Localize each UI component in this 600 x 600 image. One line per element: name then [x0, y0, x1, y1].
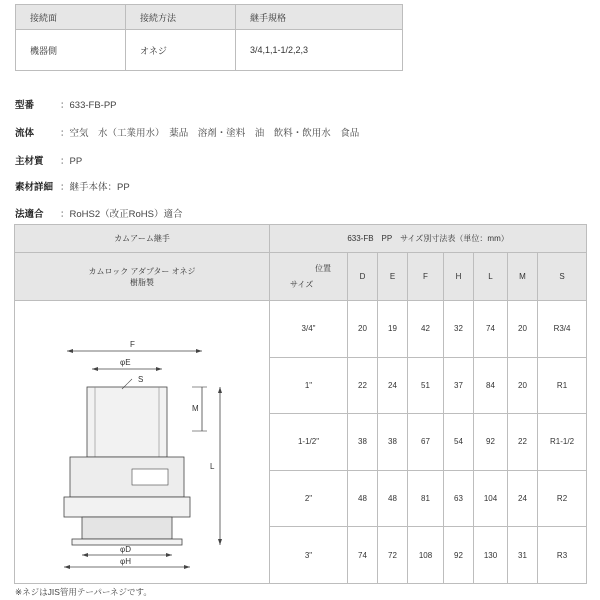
dimension-table [14, 224, 587, 584]
col-header-h: H [444, 253, 474, 301]
spec-material-detail [15, 179, 130, 193]
conn-cell-face: 機器側 [16, 30, 126, 71]
row-size: 3" [270, 527, 348, 584]
cell-f: 42 [408, 301, 444, 358]
col-header-f: F [408, 253, 444, 301]
spec-value: ：PP [60, 156, 83, 167]
cell-d: 22 [348, 357, 378, 414]
spec-value: ：RoHS2（改正RoHS）適合 [60, 209, 183, 220]
cell-s: R1 [538, 357, 587, 414]
diag-position-label: 位置 [315, 264, 331, 273]
spec-key: 法適合 [15, 209, 44, 220]
spec-material [15, 153, 82, 167]
spec-key: 型番 [15, 100, 35, 111]
spec-value: ：空気 水（工業用水） 薬品 溶剤・塗料 油 飲料・飲用水 食品 [60, 128, 360, 139]
label-s: S [138, 375, 144, 384]
row-size: 1-1/2" [270, 414, 348, 471]
conn-cell-method: オネジ [126, 30, 236, 71]
label-phi-e: φE [120, 358, 131, 367]
drawing-cell [15, 301, 270, 584]
cell-e: 48 [378, 470, 408, 527]
conn-cell-standard: 3/4,1,1-1/2,2,3 [236, 30, 403, 71]
cell-l: 104 [474, 470, 508, 527]
conn-header-method: 接続方法 [126, 5, 236, 30]
label-phi-d: φD [120, 545, 131, 554]
row-size: 2" [270, 470, 348, 527]
row-size: 1" [270, 357, 348, 414]
cell-s: R3 [538, 527, 587, 584]
cell-f: 67 [408, 414, 444, 471]
adapter-drawing [42, 311, 242, 571]
col-header-m: M [508, 253, 538, 301]
product-material: 樹脂製 [130, 277, 154, 287]
spec-key: 流体 [15, 128, 35, 139]
conn-header-standard: 継手規格 [236, 5, 403, 30]
cell-s: R2 [538, 470, 587, 527]
cell-l: 74 [474, 301, 508, 358]
spec-value: ：継手本体：PP [60, 182, 130, 193]
col-header-d: D [348, 253, 378, 301]
cell-h: 54 [444, 414, 474, 471]
diag-size-label: サイズ [290, 280, 314, 289]
label-l: L [210, 462, 215, 471]
cell-l: 92 [474, 414, 508, 471]
cell-e: 72 [378, 527, 408, 584]
cell-l: 84 [474, 357, 508, 414]
label-f: F [130, 340, 135, 349]
cell-e: 19 [378, 301, 408, 358]
connection-table [15, 4, 403, 71]
diag-header-cell [270, 253, 348, 301]
product-name-cell [15, 253, 270, 301]
cell-m: 20 [508, 357, 538, 414]
cell-m: 22 [508, 414, 538, 471]
cell-h: 32 [444, 301, 474, 358]
cell-h: 92 [444, 527, 474, 584]
table-row [15, 301, 587, 358]
cell-m: 24 [508, 470, 538, 527]
cell-m: 31 [508, 527, 538, 584]
label-m: M [192, 404, 199, 413]
spec-fluid [15, 125, 359, 139]
spec-compliance [15, 206, 182, 220]
product-name: カムロック アダプター オネジ [88, 266, 196, 276]
cell-d: 20 [348, 301, 378, 358]
cell-f: 81 [408, 470, 444, 527]
spec-key: 素材詳細 [15, 182, 54, 193]
cell-h: 37 [444, 357, 474, 414]
col-header-l: L [474, 253, 508, 301]
cell-d: 48 [348, 470, 378, 527]
cell-e: 38 [378, 414, 408, 471]
cell-d: 74 [348, 527, 378, 584]
cell-f: 108 [408, 527, 444, 584]
cell-d: 38 [348, 414, 378, 471]
label-phi-h: φH [120, 557, 131, 566]
conn-header-face: 接続面 [16, 5, 126, 30]
cell-s: R1-1/2 [538, 414, 587, 471]
dim-title-right: 633-FB PP サイズ別寸法表（単位：mm） [270, 225, 587, 253]
cell-s: R3/4 [538, 301, 587, 358]
col-header-s: S [538, 253, 587, 301]
spec-key: 主材質 [15, 156, 44, 167]
spec-model [15, 97, 117, 111]
cell-l: 130 [474, 527, 508, 584]
cell-f: 51 [408, 357, 444, 414]
row-size: 3/4" [270, 301, 348, 358]
footnote: ※ネジはJIS管用テーパーネジです。 [15, 587, 152, 597]
cell-e: 24 [378, 357, 408, 414]
cell-m: 20 [508, 301, 538, 358]
spec-value: ：633-FB-PP [60, 100, 117, 111]
dim-title-left: カムアーム継手 [15, 225, 270, 253]
cell-h: 63 [444, 470, 474, 527]
col-header-e: E [378, 253, 408, 301]
